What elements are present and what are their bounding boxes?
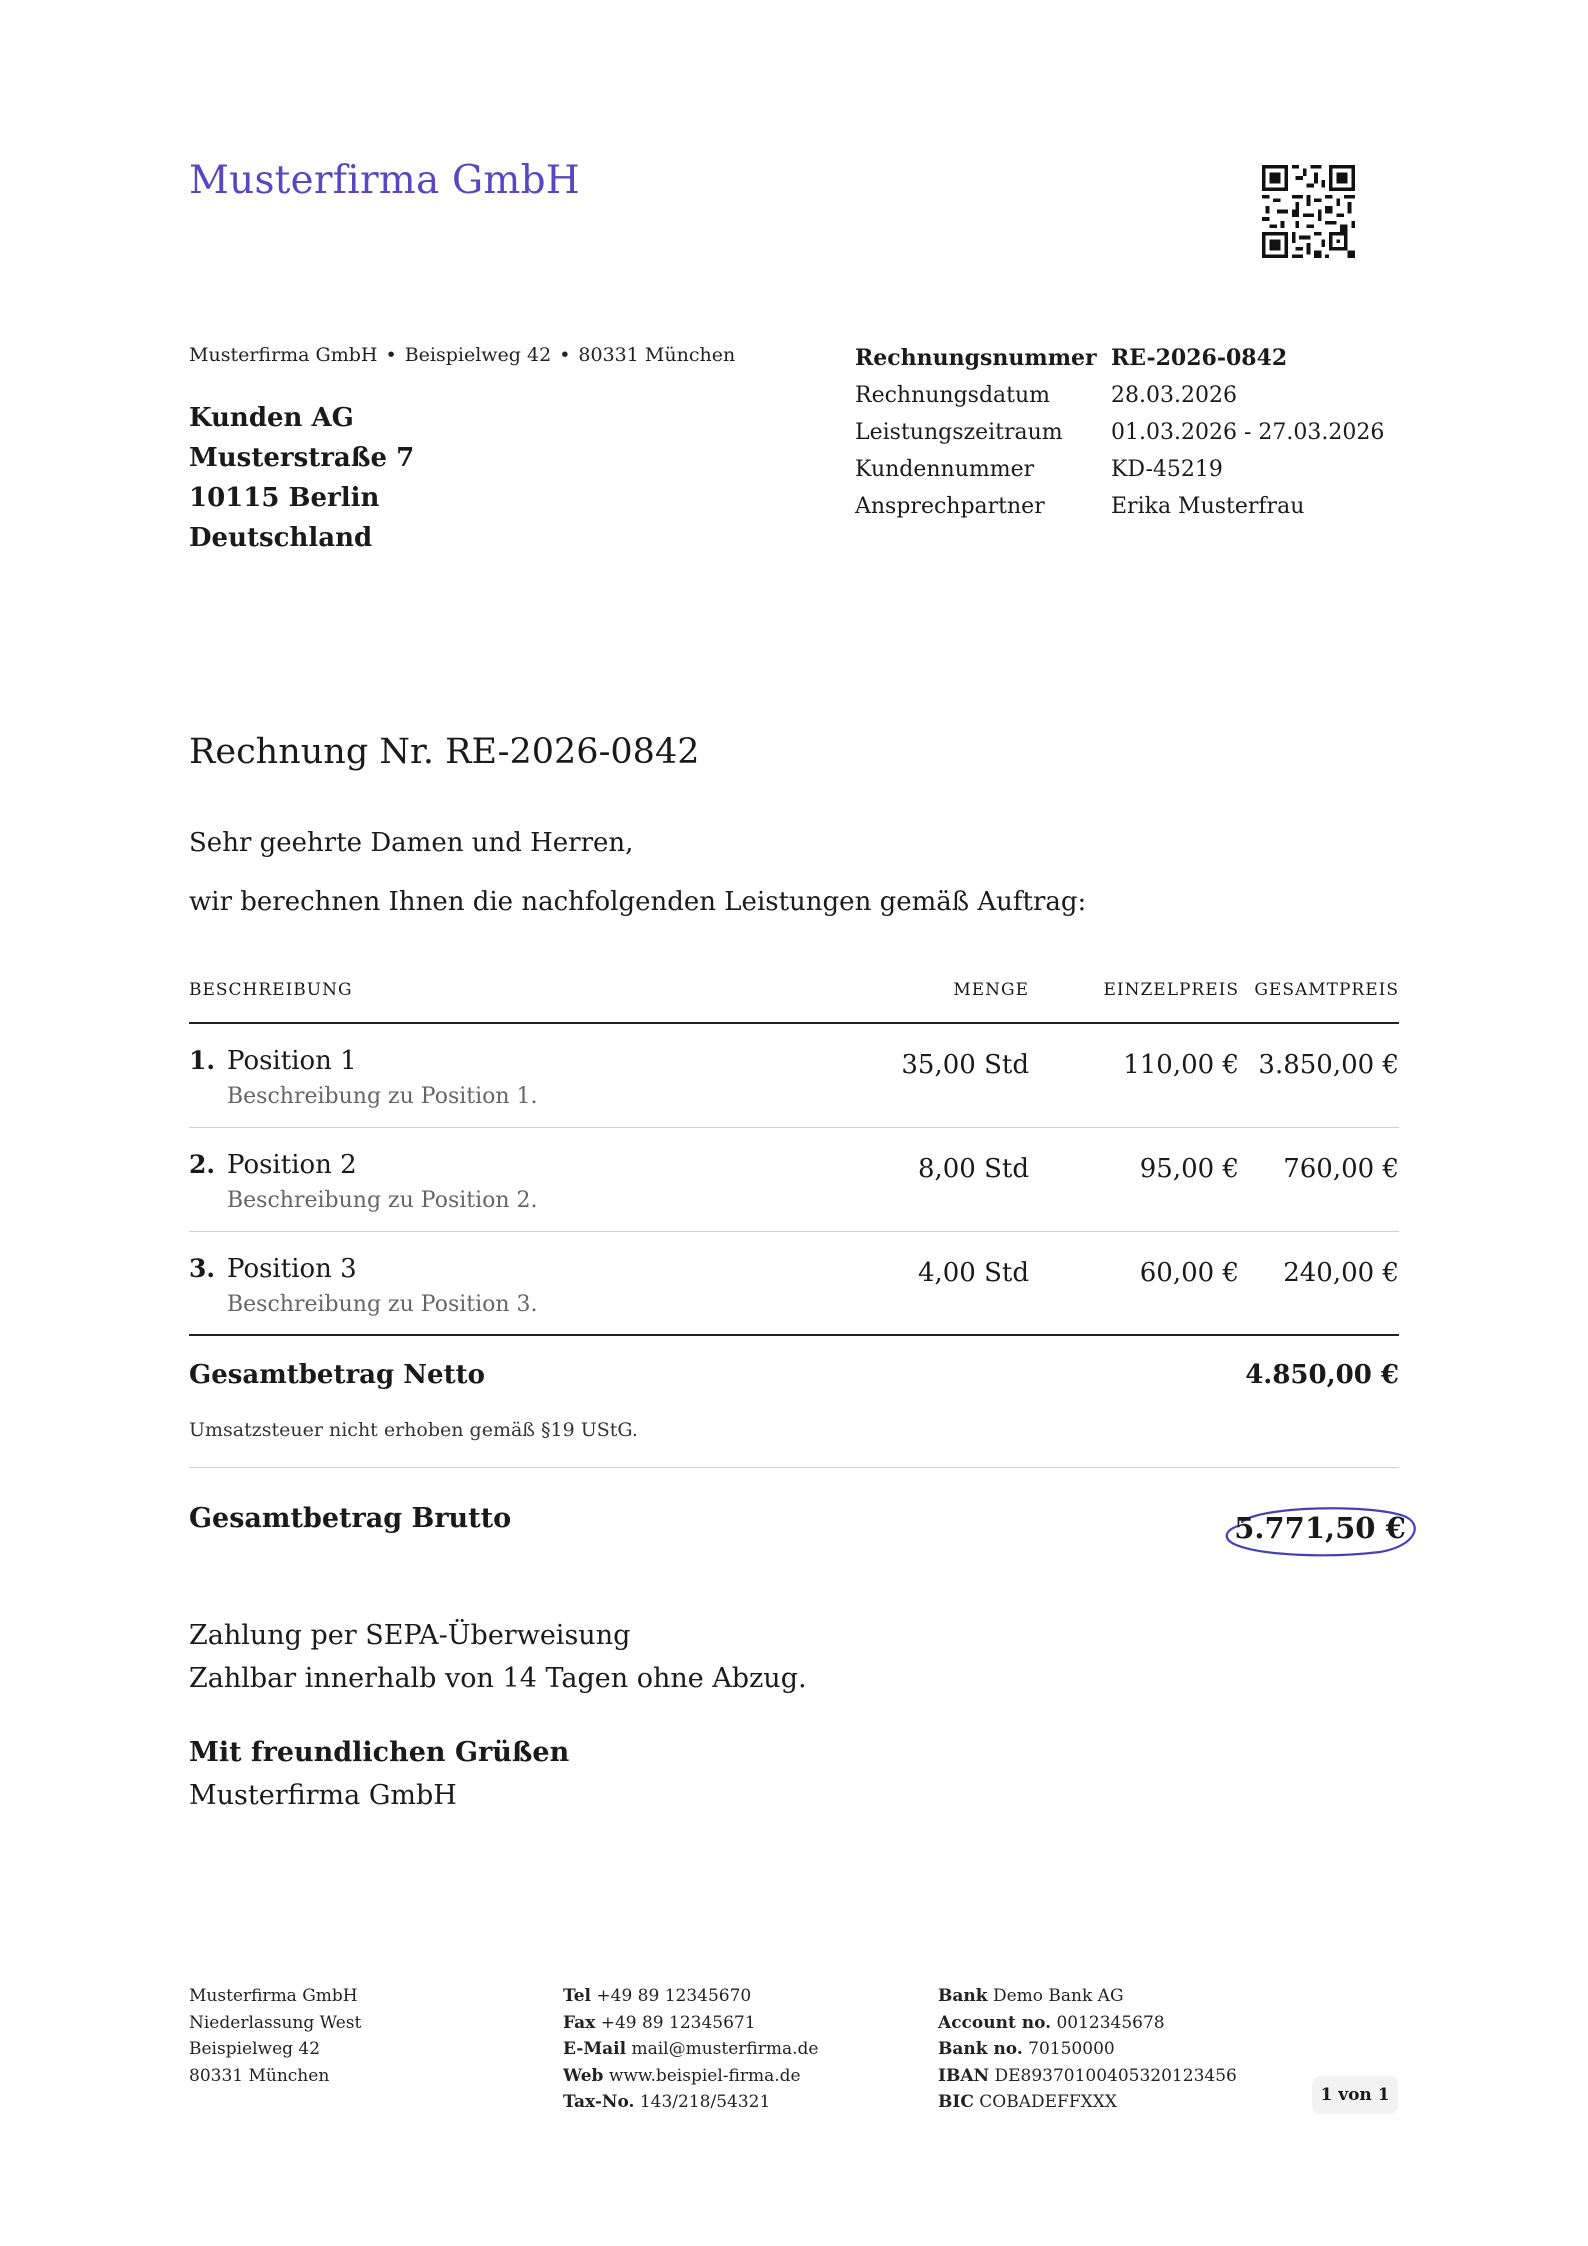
net-total-value: 4.850,00 € — [1245, 1360, 1399, 1390]
footer-contact-line — [563, 2010, 819, 2037]
footer-value: 0012345678 — [1056, 2012, 1165, 2033]
net-total-label: Gesamtbetrag Netto — [189, 1360, 485, 1390]
footer-bank — [938, 1983, 1237, 2116]
footer-label: Bank no. — [938, 2039, 1023, 2059]
row-title: Position 2 — [227, 1150, 357, 1180]
sender-street: Beispielweg 42 — [404, 344, 552, 366]
recipient-street: Musterstraße 7 — [189, 443, 415, 473]
line-items-table — [189, 976, 1399, 1336]
gross-total-amount: 5.771,50 € — [1234, 1511, 1406, 1545]
header-quantity: MENGE — [953, 980, 1029, 1000]
row-unit-price: 60,00 € — [1139, 1258, 1239, 1288]
row-unit-price: 95,00 € — [1139, 1154, 1239, 1184]
meta-key: Rechnungsdatum — [855, 383, 1051, 408]
row-total: 760,00 € — [1283, 1154, 1399, 1184]
recipient-country: Deutschland — [189, 523, 373, 553]
meta-key: Rechnungsnummer — [855, 345, 1097, 371]
invoice-meta — [855, 340, 1384, 525]
recipient-company: Kunden AG — [189, 403, 354, 433]
net-total-row — [189, 1360, 1399, 1390]
footer-label: Fax — [563, 2012, 596, 2033]
recipient-city: 10115 Berlin — [189, 483, 380, 513]
footer-label: Tax-No. — [563, 2092, 635, 2112]
footer-bank-line — [938, 1983, 1237, 2010]
footer-contact-line — [563, 2063, 819, 2090]
footer-label: Web — [563, 2065, 604, 2086]
footer-value: DE89370100405320123456 — [994, 2065, 1237, 2086]
gross-total-label: Gesamtbetrag Brutto — [189, 1503, 512, 1534]
row-quantity: 4,00 Std — [917, 1258, 1029, 1288]
row-unit-price: 110,00 € — [1123, 1050, 1239, 1080]
recipient-address — [189, 398, 414, 558]
meta-row-customer-number — [855, 451, 1384, 488]
closing-salutation: Mit freundlichen Grüßen — [189, 1737, 570, 1768]
row-number: 3. — [189, 1254, 216, 1283]
footer-value: COBADEFFXXX — [979, 2092, 1117, 2112]
page-indicator: 1 von 1 — [1312, 2076, 1398, 2114]
closing-company: Musterfirma GmbH — [189, 1780, 457, 1811]
invoice-title: Rechnung Nr. RE-2026-0842 — [189, 732, 700, 772]
payment-method: Zahlung per SEPA-Überweisung — [189, 1620, 631, 1651]
meta-key: Kundennummer — [855, 457, 1035, 482]
row-description-cell — [189, 1024, 829, 1127]
row-title: Position 3 — [227, 1254, 357, 1284]
footer-value: +49 89 12345671 — [600, 2012, 756, 2033]
footer-line: 80331 München — [189, 2065, 330, 2086]
meta-row-invoice-number — [855, 340, 1384, 377]
header-description: BESCHREIBUNG — [189, 980, 353, 1000]
table-header — [189, 976, 1399, 1024]
footer-value: +49 89 12345670 — [596, 1986, 752, 2006]
table-row — [189, 1024, 1399, 1128]
footer-label: Account no. — [938, 2012, 1052, 2033]
row-number: 2. — [189, 1150, 216, 1179]
sender-separator: • — [385, 344, 397, 366]
sender-city: 80331 München — [578, 344, 736, 366]
closing — [189, 1731, 569, 1817]
meta-key: Ansprechpartner — [855, 494, 1045, 519]
greeting: Sehr geehrte Damen und Herren, — [189, 828, 634, 858]
footer-line: Beispielweg 42 — [189, 2039, 321, 2059]
footer-value: mail@musterfirma.de — [631, 2039, 819, 2059]
qr-code-icon — [1262, 165, 1355, 258]
row-total: 3.850,00 € — [1258, 1050, 1399, 1080]
footer-label: Bank — [938, 1986, 988, 2006]
footer-address — [189, 1983, 361, 2089]
footer-contact-line — [563, 1983, 819, 2010]
meta-value: 28.03.2026 — [1111, 383, 1237, 408]
row-subtitle: Beschreibung zu Position 1. — [227, 1084, 538, 1109]
meta-value: RE-2026-0842 — [1111, 345, 1288, 371]
footer-line: Niederlassung West — [189, 2012, 362, 2033]
footer-contact-line — [563, 2089, 819, 2116]
company-logo-text: Musterfirma GmbH — [189, 158, 580, 203]
gross-total-value — [1220, 1500, 1420, 1558]
header-unit-price: EINZELPREIS — [1103, 980, 1239, 1000]
row-quantity: 8,00 Std — [917, 1154, 1029, 1184]
meta-value: Erika Musterfrau — [1111, 494, 1305, 519]
footer-value: Demo Bank AG — [992, 1986, 1124, 2006]
row-description-cell — [189, 1128, 829, 1231]
divider — [189, 1467, 1399, 1468]
footer-label: Tel — [563, 1986, 591, 2006]
meta-row-contact-person — [855, 488, 1384, 525]
row-description-cell — [189, 1232, 829, 1334]
meta-value: KD-45219 — [1111, 457, 1223, 482]
footer-value: 70150000 — [1028, 2039, 1115, 2059]
footer-contact-line — [563, 2036, 819, 2063]
footer-contact — [563, 1983, 819, 2116]
meta-value: 01.03.2026 - 27.03.2026 — [1111, 420, 1385, 445]
vat-note: Umsatzsteuer nicht erhoben gemäß §19 UStG. — [189, 1419, 638, 1441]
table-row — [189, 1128, 1399, 1232]
footer-bank-line — [938, 2063, 1237, 2090]
footer-bank-line — [938, 2089, 1237, 2116]
meta-row-service-period — [855, 414, 1384, 451]
footer-label: E-Mail — [563, 2039, 627, 2059]
row-number: 1. — [189, 1046, 216, 1075]
sender-address-line — [189, 344, 735, 366]
footer-value: 143/218/54321 — [639, 2092, 771, 2112]
sender-separator: • — [559, 344, 571, 366]
footer-line: Musterfirma GmbH — [189, 1986, 358, 2006]
meta-row-invoice-date — [855, 377, 1384, 414]
footer-bank-line — [938, 2036, 1237, 2063]
row-total: 240,00 € — [1283, 1258, 1399, 1288]
footer-bank-line — [938, 2010, 1237, 2037]
row-subtitle: Beschreibung zu Position 3. — [227, 1292, 538, 1317]
footer-value: www.beispiel-firma.de — [608, 2065, 801, 2086]
sender-name: Musterfirma GmbH — [189, 344, 378, 366]
row-subtitle: Beschreibung zu Position 2. — [227, 1188, 538, 1213]
footer-label: IBAN — [938, 2065, 990, 2086]
payment-deadline: Zahlbar innerhalb von 14 Tagen ohne Abzug. — [189, 1663, 807, 1694]
header-total-price: GESAMTPREIS — [1254, 980, 1399, 1000]
payment-terms — [189, 1614, 807, 1700]
row-quantity: 35,00 Std — [901, 1050, 1029, 1080]
footer-label: BIC — [938, 2092, 974, 2112]
row-title: Position 1 — [227, 1046, 357, 1076]
intro-text: wir berechnen Ihnen die nachfolgenden Leistungen gemäß Auftrag: — [189, 887, 1087, 917]
meta-key: Leistungszeitraum — [855, 420, 1063, 445]
table-row — [189, 1232, 1399, 1336]
